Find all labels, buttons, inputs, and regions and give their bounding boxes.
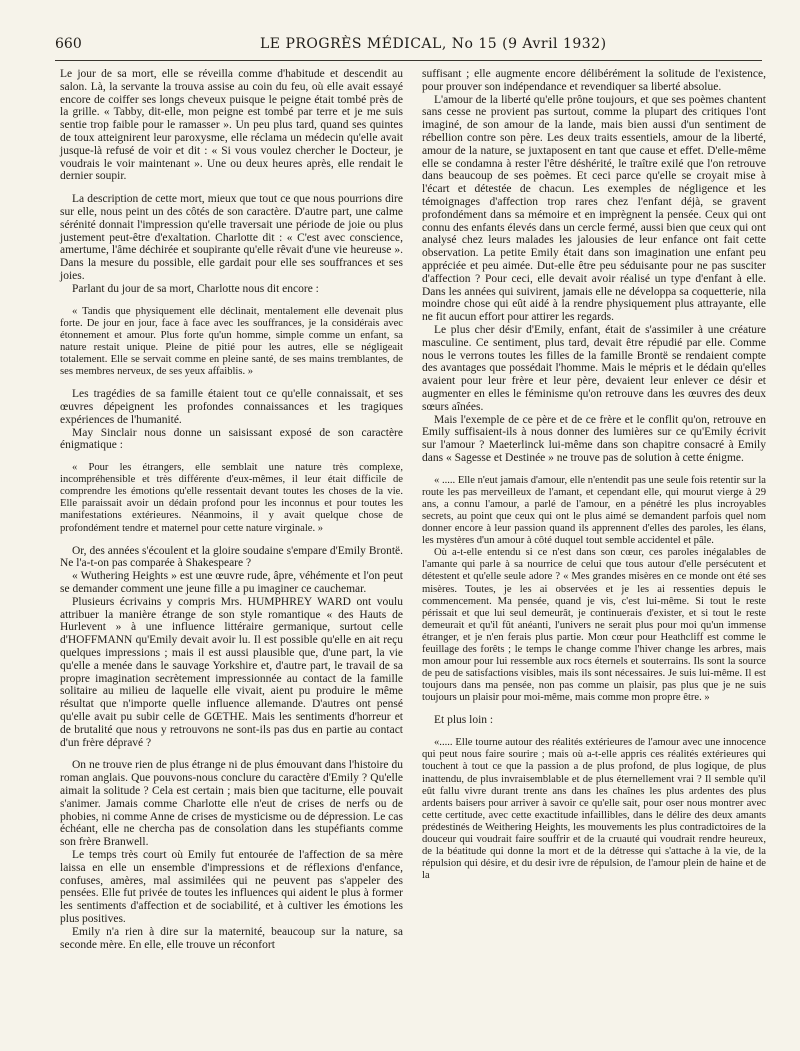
page-header <box>55 36 762 58</box>
right-column <box>422 68 766 882</box>
paragraph: «..... Elle tourne autour des réalités extérieures de l'amour avec une innocence qui peut nous faire sourire ; mais où a-t-elle appris ces réalités extérieures qui touchent à tout ce que la passion a de plus profond, de plus logique, de plus inattendu, de plus invraisemblable et de plus éternellement vrai ? Il semble qu'il eût fallu vivre durant trente ans dans les chaînes les plus ardentes des plus ardents baisers pour arriver à savoir ce qu'elle sait, pour oser nous montrer avec cette certitude, avec cette exactitude infaillibles, dans le délire des deux amants prédestinés de Weithering Heights, les mouvements les plus contradictoires de la douceur qui voudrait faire souffrir et de la cruauté qui voudrait rendre heureux, de la béatitude qui donne la mort et de la détresse qui s'attache à la vie, de la répulsion qui désire, et du desir ivre de répulsion, de l'amour plein de haine et de la <box>422 737 766 882</box>
paragraph: suffisant ; elle augmente encore délibérément la solitude de l'existence, pour prouver son indépendance et revendiquer sa liberté absolue. <box>422 68 766 93</box>
paragraph: Et plus loin : <box>434 714 494 727</box>
journal-title: LE PROGRÈS MÉDICAL, No 15 (9 Avril 1932) <box>260 36 607 52</box>
paragraph: Plusieurs écrivains y compris Mrs. HUMPHREY WARD ont voulu attribuer la manière étrange de son style romantique « des Hauts de Hurlevent » à une influence littéraire germanique, surtout celle d'HOFFMANN qu'Emily devait avoir lu. Il est possible qu'elle en ait reçu quelques impressions ; mais il est aussi plausible que, d'une part, la vie qu'elle a menée dans le sauvage Yorkshire et, d'autre part, le travail de sa propre imagination secrètement impressionnée au contact de la famille solitaire au milieu de laquelle elle vivait, aient pu produire le même résultat que n'importe quelle influence allemande. D'autres ont pensé qu'elle avait pu subir celle de GŒTHE. Mais les sentiments d'horreur et de brutalité que nous y retrouvons ne sont-ils pas dus en partie au contact d'un frère dépravé ? <box>60 595 403 749</box>
paragraph: Or, des années s'écoulent et la gloire soudaine s'empare d'Emily Brontë. Ne l'a-t-on pas comparée à Shakespeare ? <box>60 544 403 570</box>
paragraph: Mais l'exemple de ce père et de ce frère et le conflit qu'on, retrouve en Emily suffisaient-ils à nous donner des lumières sur ce qu'Emily écrivit sur l'amour ? Maeterlinck lui-même dans son chapitre consacré à Emily dans « Sagesse et Destinée » ne trouve pas de solution à cette énigme. <box>422 413 766 464</box>
paragraph: Les tragédies de sa famille étaient tout ce qu'elle connaissait, et ses œuvres dépeignent les profondes connaissances et les tragiques expériences de l'humanité. <box>60 388 403 426</box>
header-rule <box>55 60 762 61</box>
paragraph: Emily n'a rien à dire sur la maternité, beaucoup sur la nature, sa seconde mère. En elle, elle trouve un réconfort <box>60 925 403 951</box>
page-number: 660 <box>55 36 82 52</box>
paragraph: Parlant du jour de sa mort, Charlotte nous dit encore : <box>72 282 319 295</box>
paragraph: « Tandis que physiquement elle déclinait, mentalement elle devenait plus forte. De jour en jour, face à face avec les souffrances, je la considérais avec étonnement et amour. Plus forte qu'un homme, simple comme un enfant, sa nature restait unique. Pleine de pitié pour les autres, elle se négligeait totalement. Elle se servait comme en pleine santé, de ses mains tremblantes, de ses membres nerveux, de ses yeux affaiblis. » <box>60 305 403 378</box>
paragraph: Le jour de sa mort, elle se réveilla comme d'habitude et descendit au salon. Là, la servante la trouva assise au coin du feu, où elle avait essayé encore de coiffer ses longs cheveux puisque le peigne était tombé près de la grille. « Tabby, dit-elle, mon peigne est tombé par terre et je me suis sentie trop faible pour le ramasser ». Un peu plus tard, quand ses quintes de toux atteignirent leur paroxysme, elle réclama un médecin qu'elle avait jusque-là refusé de voir et dit : « Si vous voulez chercher le Docteur, je voudrais le voir maintenant ». Une ou deux heures après, elle rendait le dernier soupir. <box>60 68 403 183</box>
paragraph: Le temps très court où Emily fut entourée de l'affection de sa mère laissa en elle un ensemble d'impressions et de réflexions d'enfance, confuses, amères, mal assimilées qui ne peuvent pas s'appeler des pensées. Elle fut privée de toutes les influences qui aident le plus à former les sentiments d'affection et de sociabilité, et à cultiver les émotions les plus positives. <box>60 848 403 925</box>
paragraph: La description de cette mort, mieux que tout ce que nous pourrions dire sur elle, nous peint un des côtés de son caractère. D'autre part, une calme sérénité donnait l'impression qu'elle traversait une période de joie ou plus justement peut-être d'exaltation. Charlotte dit : « C'est avec conscience, amertume, l'âme déchirée et soupirante qu'elle rêvait d'une vie heureuse ». Dans la mesure du possible, elle gardait pour elle ses souffrances et ses joies. <box>60 193 403 282</box>
paragraph: L'amour de la liberté qu'elle prône toujours, et que ses poèmes chantent sans cesse ne provient pas surtout, comme la plupart des critiques l'ont imaginé, de son amour de la lande, mais bien aussi d'un sentiment de rébellion contre son père. Les deux traits essentiels, amour de la liberté, amour de la nature, se juxtaposent en tant que cause et effet. D'elle-même elle se condamna à rester l'être déshérité, le traître exilé que l'on retrouve dans beaucoup de ses poèmes. Et ceci parce qu'elle se croyait mise à l'écart et détestée de chacun. Les exemples de négligence et les témoignages d'affection trop rares chez l'enfant déjà, se gravent profondément dans sa mémoire et en imprègnent la pensée. Ceux qui ont connu des enfants élevés dans un cercle fermé, aussi bien que ceux qui ont analysé chez leurs malades les jalousies de leur enfance ont fait cette observation. La petite Emily était dans son imagination une enfant peu appréciée et peu aimée. Dut-elle être peu séduisante pour ne pas susciter d'affection ? Pour ceci, elle devait avoir réalisé un type d'enfant à elle. Dans les années qui suivirent, jamais elle ne développa sa coquetterie, nila moindre chose qui eût aidé à la rendre physiquement plus attrayante, elle ne fit aucun effort pour attirer les regards. <box>422 93 766 324</box>
paragraph: Le plus cher désir d'Emily, enfant, était de s'assimiler à une créature masculine. Ce sentiment, plus tard, devait être répudié par elle. Comme nous le verrons toutes les filles de la famille Brontë se rendaient compte des avantages que possédait l'homme. Mais le mépris et le dédain qu'elles avaient pour leur frère et leur père, devaient leur enlever ce désir et augmenter en elles le féminisme qu'on retrouve dans les œuvres des deux sœurs aînées. <box>422 323 766 413</box>
paragraph: Où a-t-elle entendu si ce n'est dans son cœur, ces paroles inégalables de l'amante qui parle à sa nourrice de celui que tous autour d'elle persécutent et détestent et qu'elle seule adore ? « Mes grandes misères en ce monde ont été ses misères. Toutes, je les ai observées et je les ai ressenties depuis le commencement. Ma pensée, quand je vis, c'est lui-même. Si tout le reste périssait et que lui seul demeurât, je continuerais d'exister, et si tout le reste demeurait et qu'il fût anéanti, l'univers ne serait plus pour moi qu'un immense étranger, et je n'en ferais plus partie. Mon cœur pour Heathcliff est comme le feuillage des forêts ; le temps le change comme l'hiver change les arbres, mais mon amour pour lui ressemble aux rocs éternels et souterrains. Ils sont la source de peu de satisfactions visibles, mais ils sont nécessaires. Je suis lui-même. Il est toujours dans ma pensée, non pas comme un plaisir, pas plus que je ne suis toujours un plaisir pour moi-même, mais comme mon propre être. » <box>422 547 766 704</box>
paragraph: « Pour les étrangers, elle semblait une nature très complexe, incompréhensible et très différente d'eux-mêmes, il leur était difficile de comprendre les émotions qu'elle ressentait devant toutes les choses de la vie. Elle paraissait avoir un dédain profond pour les inconnus et pour toutes les manifestations extérieures. Néanmoins, il y avait quelque chose de profondément tendre et maternel pour cette nature virginale. » <box>60 462 403 534</box>
left-column <box>60 68 403 951</box>
paragraph: May Sinclair nous donne un saisissant exposé de son caractère énigmatique : <box>60 426 403 452</box>
paragraph: « Wuthering Heights » est une œuvre rude, âpre, véhémente et l'on peut se demander comment une jeune fille a pu imaginer ce cauchemar. <box>60 570 403 596</box>
paragraph: « ..... Elle n'eut jamais d'amour, elle n'entendit pas une seule fois retentir sur la route les pas merveilleux de l'amant, et cependant elle, qui mourut vierge à 29 ans, a connu l'amour, a parlé de l'amour, en a pénétré les plus incroyables secrets, au point que ceux qui ont le plus aimé se demandent parfois quel nom donner encore à leur passion quand ils apprennent d'elles des paroles, les élans, les mystères d'un amour à côté duquel tout semble accidentel et pâle. <box>422 474 766 547</box>
paragraph: On ne trouve rien de plus étrange ni de plus émouvant dans l'histoire du roman anglais. Que pouvons-nous conclure du caractère d'Emily ? Qu'elle aimait la solitude ? Cela est certain ; mais bien que taciturne, elle pouvait s'animer. Jamais comme Charlotte elle n'eut de crises de nerfs ou de phobies, ni comme Anne de crises de mysticisme ou de dépression. Le cas échéant, elle ne chercha pas de consolation dans les stupéfiants comme son frère Branwell. <box>60 759 403 849</box>
